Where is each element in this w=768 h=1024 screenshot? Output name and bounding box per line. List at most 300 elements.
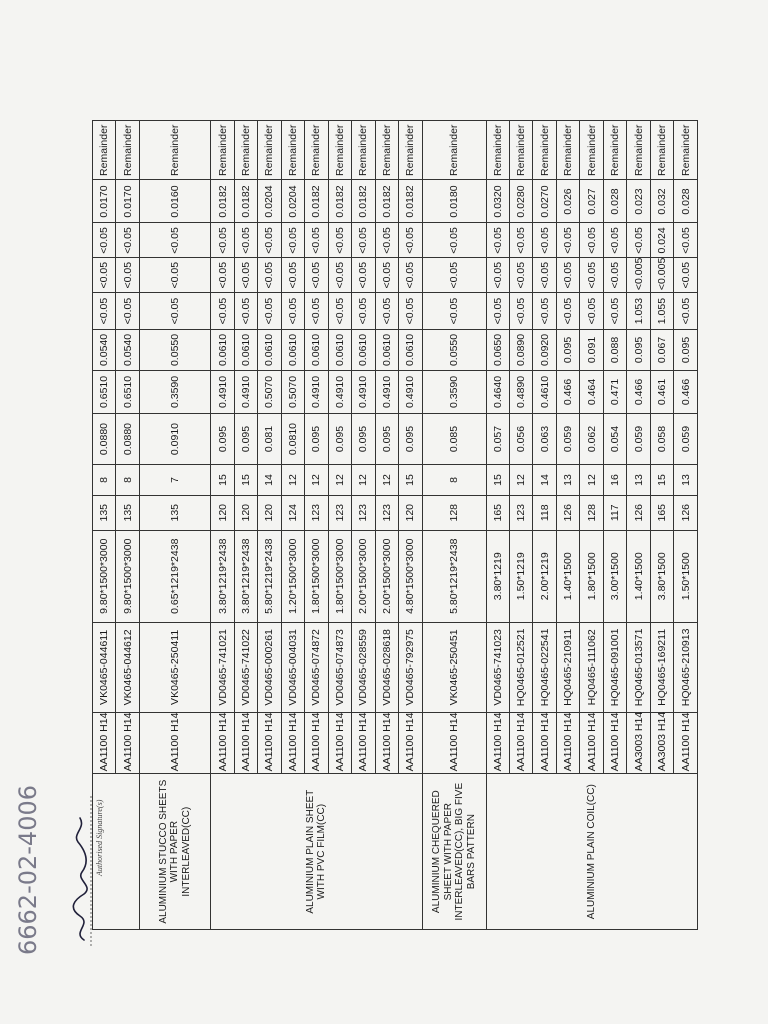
mn-cell: <0.05: [211, 293, 234, 330]
num-cell: 13: [674, 465, 698, 496]
grade-cell: AA3003 H14: [627, 712, 650, 773]
num-cell: 12: [328, 465, 351, 496]
grade-cell: AA1100 H14: [674, 712, 698, 773]
zn-cell: 0.0270: [533, 180, 556, 223]
size-cell: 5.80*1219*2438: [258, 530, 281, 622]
grade-cell: AA1100 H14: [375, 712, 398, 773]
mg-cell: <0.05: [533, 258, 556, 293]
cu-cell: 0.0540: [116, 329, 139, 370]
al-cell: Remainder: [305, 121, 328, 181]
coil-cell: VK0465-044612: [116, 622, 139, 712]
coil-cell: HQ0465-013571: [627, 622, 650, 712]
rotated-table-wrapper: [92, 120, 698, 930]
zn-cell: 0.028: [603, 180, 626, 223]
table-row: [139, 121, 210, 930]
cu-cell: 0.0610: [234, 329, 257, 370]
si-cell: 0.095: [211, 413, 234, 464]
qty-cell: 128: [580, 495, 603, 530]
cu-cell: 0.0920: [533, 329, 556, 370]
al-cell: Remainder: [603, 121, 626, 181]
zn-cell: 0.0170: [93, 180, 116, 223]
fe-cell: 0.4640: [486, 370, 509, 413]
num-cell: 12: [352, 465, 375, 496]
mn-cell: <0.05: [603, 293, 626, 330]
al-cell: Remainder: [533, 121, 556, 181]
mg-cell: <0.05: [509, 258, 532, 293]
fe-cell: 0.4910: [234, 370, 257, 413]
cr-cell: <0.05: [486, 223, 509, 258]
mn-cell: <0.05: [352, 293, 375, 330]
al-cell: Remainder: [352, 121, 375, 181]
fe-cell: 0.466: [627, 370, 650, 413]
grade-cell: AA1100 H14: [533, 712, 556, 773]
coil-cell: VD0465-004031: [281, 622, 304, 712]
grade-cell: AA1100 H14: [399, 712, 422, 773]
mn-cell: <0.05: [486, 293, 509, 330]
mn-cell: 1.055: [650, 293, 673, 330]
grade-cell: AA1100 H14: [603, 712, 626, 773]
mn-cell: <0.05: [258, 293, 281, 330]
qty-cell: 118: [533, 495, 556, 530]
qty-cell: 120: [399, 495, 422, 530]
al-cell: Remainder: [93, 121, 116, 181]
num-cell: 12: [580, 465, 603, 496]
coil-cell: HQ0465-091001: [603, 622, 626, 712]
mn-cell: <0.05: [328, 293, 351, 330]
num-cell: 15: [211, 465, 234, 496]
al-cell: Remainder: [375, 121, 398, 181]
num-cell: 8: [93, 465, 116, 496]
group-label-plain-coil: ALUMINIUM PLAIN COIL(CC): [486, 774, 698, 930]
cu-cell: 0.0610: [281, 329, 304, 370]
cr-cell: <0.05: [305, 223, 328, 258]
mg-cell: <0.05: [281, 258, 304, 293]
grade-cell: AA1100 H14: [305, 712, 328, 773]
si-cell: 0.095: [234, 413, 257, 464]
cu-cell: 0.0610: [258, 329, 281, 370]
qty-cell: 165: [486, 495, 509, 530]
mg-cell: <0.05: [486, 258, 509, 293]
zn-cell: 0.028: [674, 180, 698, 223]
cu-cell: 0.0550: [139, 329, 210, 370]
cu-cell: 0.0610: [375, 329, 398, 370]
handwritten-note: [6, 735, 46, 955]
al-cell: Remainder: [580, 121, 603, 181]
handwritten-note-text: 6662-02-4006: [14, 784, 42, 955]
si-cell: 0.081: [258, 413, 281, 464]
mn-cell: <0.05: [533, 293, 556, 330]
zn-cell: 0.0160: [139, 180, 210, 223]
qty-cell: 123: [328, 495, 351, 530]
size-cell: 1.80*1500*3000: [328, 530, 351, 622]
mg-cell: <0.05: [674, 258, 698, 293]
qty-cell: 128: [422, 495, 486, 530]
grade-cell: AA1100 H14: [281, 712, 304, 773]
grade-cell: AA1100 H14: [328, 712, 351, 773]
mn-cell: <0.05: [375, 293, 398, 330]
group-label-plain-sheet: ALUMINIUM PLAIN SHEET WITH PVC FILM(CC): [211, 774, 422, 930]
mg-cell: <0.005: [627, 258, 650, 293]
mn-cell: <0.05: [509, 293, 532, 330]
cr-cell: <0.05: [93, 223, 116, 258]
grade-cell: AA1100 H14: [556, 712, 579, 773]
mg-cell: <0.05: [352, 258, 375, 293]
fe-cell: 0.4910: [399, 370, 422, 413]
coil-cell: VK0465-250451: [422, 622, 486, 712]
cr-cell: <0.05: [674, 223, 698, 258]
zn-cell: 0.0182: [399, 180, 422, 223]
num-cell: 13: [556, 465, 579, 496]
fe-cell: 0.4910: [352, 370, 375, 413]
cu-cell: 0.0610: [305, 329, 328, 370]
cu-cell: 0.095: [556, 329, 579, 370]
fe-cell: 0.461: [650, 370, 673, 413]
mg-cell: <0.05: [399, 258, 422, 293]
mn-cell: <0.05: [580, 293, 603, 330]
cr-cell: <0.05: [580, 223, 603, 258]
zn-cell: 0.0182: [305, 180, 328, 223]
cr-cell: <0.05: [258, 223, 281, 258]
zn-cell: 0.0182: [328, 180, 351, 223]
coil-cell: VK0465-044611: [93, 622, 116, 712]
al-cell: Remainder: [328, 121, 351, 181]
num-cell: 15: [399, 465, 422, 496]
size-cell: 1.40*1500: [627, 530, 650, 622]
grade-cell: AA1100 H14: [580, 712, 603, 773]
mg-cell: <0.05: [93, 258, 116, 293]
zn-cell: 0.023: [627, 180, 650, 223]
coil-cell: VD0465-792975: [399, 622, 422, 712]
zn-cell: 0.027: [580, 180, 603, 223]
cu-cell: 0.067: [650, 329, 673, 370]
size-cell: 1.80*1500*3000: [305, 530, 328, 622]
zn-cell: 0.0182: [352, 180, 375, 223]
mg-cell: <0.05: [305, 258, 328, 293]
group-label-stucco: ALUMINIUM STUCCO SHEETS WITH PAPER INTERLEAVED(CC): [139, 774, 210, 930]
al-cell: Remainder: [211, 121, 234, 181]
coil-cell: HQ0465-210911: [556, 622, 579, 712]
num-cell: 12: [281, 465, 304, 496]
fe-cell: 0.3590: [422, 370, 486, 413]
si-cell: 0.0880: [116, 413, 139, 464]
qty-cell: 135: [139, 495, 210, 530]
coil-cell: VD0465-074872: [305, 622, 328, 712]
si-cell: 0.085: [422, 413, 486, 464]
size-cell: 5.80*1219*2438: [422, 530, 486, 622]
grade-cell: AA1100 H14: [139, 712, 210, 773]
cr-cell: <0.05: [556, 223, 579, 258]
zn-cell: 0.026: [556, 180, 579, 223]
zn-cell: 0.0180: [422, 180, 486, 223]
cu-cell: 0.088: [603, 329, 626, 370]
fe-cell: 0.4910: [328, 370, 351, 413]
cr-cell: <0.05: [234, 223, 257, 258]
coil-cell: VD0465-074873: [328, 622, 351, 712]
coil-cell: HQ0465-210913: [674, 622, 698, 712]
si-cell: 0.059: [627, 413, 650, 464]
mg-cell: <0.05: [258, 258, 281, 293]
cr-cell: <0.05: [399, 223, 422, 258]
cr-cell: <0.05: [627, 223, 650, 258]
cu-cell: 0.091: [580, 329, 603, 370]
table-row: [211, 121, 234, 930]
size-cell: 0.65*1219*2438: [139, 530, 210, 622]
size-cell: 1.50*1219: [509, 530, 532, 622]
size-cell: 2.00*1500*3000: [375, 530, 398, 622]
mn-cell: <0.05: [556, 293, 579, 330]
grade-cell: AA1100 H14: [258, 712, 281, 773]
cr-cell: <0.05: [422, 223, 486, 258]
al-cell: Remainder: [627, 121, 650, 181]
fe-cell: 0.4890: [509, 370, 532, 413]
si-cell: 0.058: [650, 413, 673, 464]
mg-cell: <0.05: [580, 258, 603, 293]
al-cell: Remainder: [422, 121, 486, 181]
num-cell: 14: [258, 465, 281, 496]
coil-cell: VD0465-000261: [258, 622, 281, 712]
al-cell: Remainder: [674, 121, 698, 181]
grade-cell: AA1100 H14: [486, 712, 509, 773]
mn-cell: <0.05: [674, 293, 698, 330]
fe-cell: 0.3590: [139, 370, 210, 413]
grade-cell: AA1100 H14: [211, 712, 234, 773]
cr-cell: <0.05: [116, 223, 139, 258]
mg-cell: <0.05: [375, 258, 398, 293]
qty-cell: 123: [305, 495, 328, 530]
qty-cell: 126: [556, 495, 579, 530]
si-cell: 0.057: [486, 413, 509, 464]
zn-cell: 0.0182: [234, 180, 257, 223]
size-cell: 4.80*1500*3000: [399, 530, 422, 622]
al-cell: Remainder: [234, 121, 257, 181]
zn-cell: 0.0204: [281, 180, 304, 223]
fe-cell: 0.6510: [93, 370, 116, 413]
mg-cell: <0.05: [422, 258, 486, 293]
size-cell: 9.80*1500*3000: [93, 530, 116, 622]
si-cell: 0.059: [556, 413, 579, 464]
fe-cell: 0.5070: [281, 370, 304, 413]
zn-cell: 0.032: [650, 180, 673, 223]
cr-cell: <0.05: [375, 223, 398, 258]
certificate-table: [92, 120, 698, 930]
size-cell: 3.80*1219*2438: [211, 530, 234, 622]
qty-cell: 135: [93, 495, 116, 530]
al-cell: Remainder: [116, 121, 139, 181]
size-cell: 1.50*1500: [674, 530, 698, 622]
si-cell: 0.0880: [93, 413, 116, 464]
mn-cell: <0.05: [234, 293, 257, 330]
num-cell: 16: [603, 465, 626, 496]
size-cell: 3.80*1219*2438: [234, 530, 257, 622]
num-cell: 8: [422, 465, 486, 496]
group-label-chequered: ALUMINIUM CHEQUERED SHEET WITH PAPER INTERLEAVED(CC), BIG FIVE BARS PATTERN: [422, 774, 486, 930]
fe-cell: 0.466: [556, 370, 579, 413]
cr-cell: <0.05: [603, 223, 626, 258]
cr-cell: <0.05: [533, 223, 556, 258]
size-cell: 3.00*1500: [603, 530, 626, 622]
table-row: [486, 121, 509, 930]
num-cell: 12: [509, 465, 532, 496]
num-cell: 8: [116, 465, 139, 496]
zn-cell: 0.0170: [116, 180, 139, 223]
fe-cell: 0.4910: [305, 370, 328, 413]
mg-cell: <0.05: [556, 258, 579, 293]
size-cell: 9.80*1500*3000: [116, 530, 139, 622]
mn-cell: 1.053: [627, 293, 650, 330]
cu-cell: 0.095: [674, 329, 698, 370]
qty-cell: 117: [603, 495, 626, 530]
grade-cell: AA1100 H14: [93, 712, 116, 773]
cr-cell: <0.05: [281, 223, 304, 258]
mg-cell: <0.05: [328, 258, 351, 293]
num-cell: 12: [375, 465, 398, 496]
grade-cell: AA3003 H14: [650, 712, 673, 773]
cu-cell: 0.0650: [486, 329, 509, 370]
cr-cell: 0.024: [650, 223, 673, 258]
cr-cell: <0.05: [352, 223, 375, 258]
cu-cell: 0.095: [627, 329, 650, 370]
si-cell: 0.054: [603, 413, 626, 464]
fe-cell: 0.471: [603, 370, 626, 413]
si-cell: 0.095: [375, 413, 398, 464]
al-cell: Remainder: [258, 121, 281, 181]
al-cell: Remainder: [399, 121, 422, 181]
al-cell: Remainder: [650, 121, 673, 181]
num-cell: 15: [486, 465, 509, 496]
mn-cell: <0.05: [281, 293, 304, 330]
zn-cell: 0.0280: [509, 180, 532, 223]
si-cell: 0.063: [533, 413, 556, 464]
fe-cell: 0.466: [674, 370, 698, 413]
size-cell: 2.00*1219: [533, 530, 556, 622]
qty-cell: 120: [234, 495, 257, 530]
qty-cell: 123: [375, 495, 398, 530]
coil-cell: HQ0465-022541: [533, 622, 556, 712]
num-cell: 13: [627, 465, 650, 496]
qty-cell: 165: [650, 495, 673, 530]
fe-cell: 0.5070: [258, 370, 281, 413]
mn-cell: <0.05: [93, 293, 116, 330]
coil-cell: HQ0465-111062: [580, 622, 603, 712]
fe-cell: 0.464: [580, 370, 603, 413]
zn-cell: 0.0182: [211, 180, 234, 223]
grade-cell: AA1100 H14: [116, 712, 139, 773]
coil-cell: HQ0465-169211: [650, 622, 673, 712]
num-cell: 7: [139, 465, 210, 496]
mg-cell: <0.05: [116, 258, 139, 293]
qty-cell: 124: [281, 495, 304, 530]
mn-cell: <0.05: [305, 293, 328, 330]
mg-cell: <0.05: [603, 258, 626, 293]
signature-mark: [56, 796, 102, 946]
size-cell: 3.80*1500: [650, 530, 673, 622]
mg-cell: <0.05: [211, 258, 234, 293]
mn-cell: <0.05: [399, 293, 422, 330]
mg-cell: <0.05: [139, 258, 210, 293]
qty-cell: 126: [674, 495, 698, 530]
coil-cell: VK0465-250411: [139, 622, 210, 712]
cu-cell: 0.0550: [422, 329, 486, 370]
size-cell: 1.80*1500: [580, 530, 603, 622]
cr-cell: <0.05: [139, 223, 210, 258]
al-cell: Remainder: [486, 121, 509, 181]
si-cell: 0.0810: [281, 413, 304, 464]
cr-cell: <0.05: [509, 223, 532, 258]
zn-cell: 0.0182: [375, 180, 398, 223]
size-cell: 1.20*1500*3000: [281, 530, 304, 622]
cr-cell: <0.05: [211, 223, 234, 258]
coil-cell: HQ0465-012521: [509, 622, 532, 712]
al-cell: Remainder: [509, 121, 532, 181]
mn-cell: <0.05: [139, 293, 210, 330]
num-cell: 15: [650, 465, 673, 496]
fe-cell: 0.4910: [375, 370, 398, 413]
qty-cell: 135: [116, 495, 139, 530]
si-cell: 0.095: [328, 413, 351, 464]
si-cell: 0.095: [352, 413, 375, 464]
al-cell: Remainder: [281, 121, 304, 181]
coil-cell: VD0465-741023: [486, 622, 509, 712]
size-cell: 2.00*1500*3000: [352, 530, 375, 622]
cu-cell: 0.0540: [93, 329, 116, 370]
si-cell: 0.062: [580, 413, 603, 464]
si-cell: 0.095: [399, 413, 422, 464]
mg-cell: <0.05: [234, 258, 257, 293]
al-cell: Remainder: [556, 121, 579, 181]
num-cell: 14: [533, 465, 556, 496]
grade-cell: AA1100 H14: [234, 712, 257, 773]
cu-cell: 0.0610: [352, 329, 375, 370]
fe-cell: 0.6510: [116, 370, 139, 413]
coil-cell: VD0465-028618: [375, 622, 398, 712]
cu-cell: 0.0890: [509, 329, 532, 370]
grade-cell: AA1100 H14: [352, 712, 375, 773]
table-row: [422, 121, 486, 930]
mn-cell: <0.05: [116, 293, 139, 330]
coil-cell: VD0465-028559: [352, 622, 375, 712]
qty-cell: 123: [509, 495, 532, 530]
num-cell: 15: [234, 465, 257, 496]
size-cell: 3.80*1219: [486, 530, 509, 622]
zn-cell: 0.0320: [486, 180, 509, 223]
size-cell: 1.40*1500: [556, 530, 579, 622]
al-cell: Remainder: [139, 121, 210, 181]
si-cell: 0.095: [305, 413, 328, 464]
coil-cell: VD0465-741022: [234, 622, 257, 712]
mg-cell: <0.005: [650, 258, 673, 293]
fe-cell: 0.4910: [211, 370, 234, 413]
fe-cell: 0.4610: [533, 370, 556, 413]
si-cell: 0.059: [674, 413, 698, 464]
cu-cell: 0.0610: [328, 329, 351, 370]
num-cell: 12: [305, 465, 328, 496]
qty-cell: 123: [352, 495, 375, 530]
si-cell: 0.056: [509, 413, 532, 464]
cr-cell: <0.05: [328, 223, 351, 258]
coil-cell: VD0465-741021: [211, 622, 234, 712]
grade-cell: AA1100 H14: [422, 712, 486, 773]
cu-cell: 0.0610: [211, 329, 234, 370]
cu-cell: 0.0610: [399, 329, 422, 370]
si-cell: 0.0910: [139, 413, 210, 464]
qty-cell: 126: [627, 495, 650, 530]
mn-cell: <0.05: [422, 293, 486, 330]
grade-cell: AA1100 H14: [509, 712, 532, 773]
qty-cell: 120: [211, 495, 234, 530]
signature-caption: Authorised Signature(s): [95, 799, 104, 876]
qty-cell: 120: [258, 495, 281, 530]
zn-cell: 0.0204: [258, 180, 281, 223]
